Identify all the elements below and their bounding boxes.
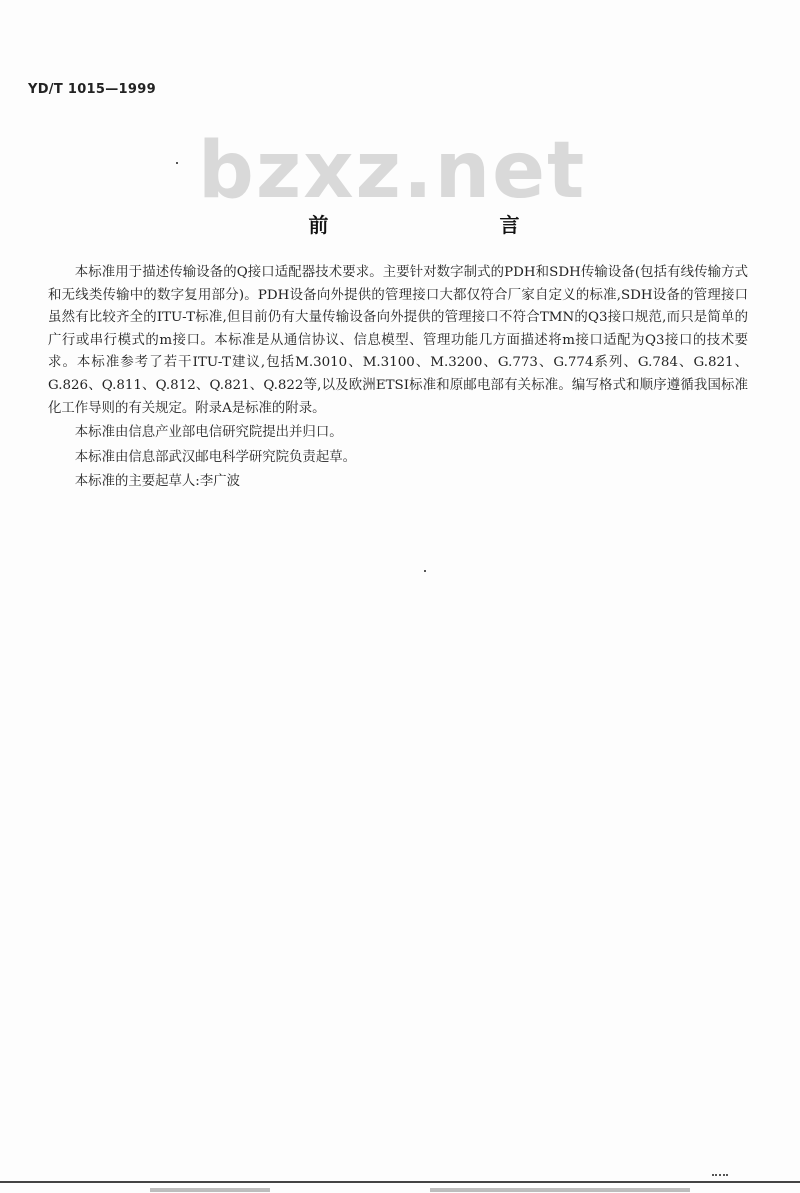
foreword-body (48, 262, 748, 494)
footer-rule (0, 1181, 800, 1183)
foreword-paragraph: 本标准由信息产业部电信研究院提出并归口。 (74, 425, 343, 441)
foreword-paragraph: 本标准的主要起草人:李广波 (74, 474, 240, 490)
foreword-paragraph: 本标准用于描述传输设备的Q接口适配器技术要求。主要针对数字制式的PDH和SDH传输设备(包括有线传输方式和无线类传输中的数字复用部分)。PDH设备向外提供的管理接口大都仅符合厂家自定义的标准,SDH设备的管理接口虽然有比较齐全的ITU-T标准,但目前仍有大量传输设备向外提供的管理接口不符合TMN的Q3接口规范,而只是简单的广行或串行模式的m接口。本标准是从通信协议、信息模型、管理功能几方面描述将m接口适配为Q3接口的技术要求。本标准参考了若干ITU-T建议,包括M.3010、M.3100、M.3200、G.773、G.774系列、G.784、G.821、G.826、Q.811、Q.812、Q.821、Q.822等,以及欧洲ETSI标准和原邮电部有关标准。编写格式和顺序遵循我国标准化工作导则的有关规定。附录A是标准的附录。 (48, 265, 748, 416)
footer-shadow (430, 1188, 690, 1192)
footer-shadow (150, 1188, 270, 1192)
standard-code: YD/T 1015—1999 (28, 82, 156, 97)
page-title: 前 言 (308, 213, 602, 237)
foreword-paragraph: 本标准由信息部武汉邮电科学研究院负责起草。 (74, 449, 356, 465)
watermark: bzxz.net (198, 126, 587, 216)
scan-speck (424, 570, 426, 572)
scan-speck (176, 162, 178, 164)
footer-mark (712, 1174, 728, 1178)
